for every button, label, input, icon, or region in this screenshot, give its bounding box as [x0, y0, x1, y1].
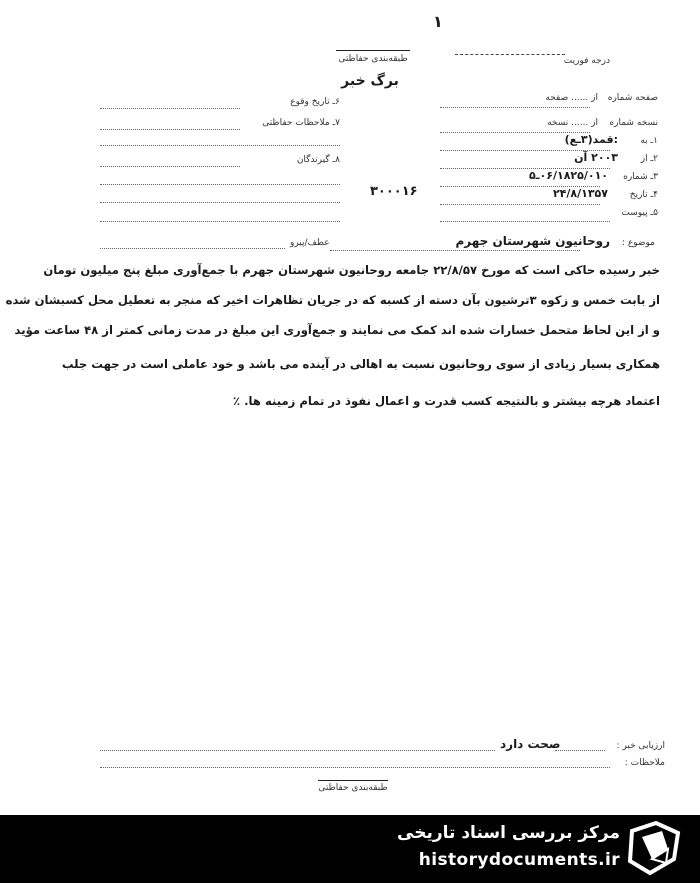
field-recipients-dots-2	[100, 184, 340, 185]
remarks-dots	[100, 767, 610, 768]
field-from-value: ۲۰۰۳ آن	[574, 151, 618, 164]
subject-label: موضوع :	[621, 238, 655, 248]
body-line-2: از بابت خمس و زکوه ۳ترشیون بآن دسته از کسبه که در جریان تظاهرات اخیر که منجر به تعطیل محل کسبشان شده	[5, 293, 660, 307]
field-occurrence-dots	[100, 108, 240, 109]
classification-top-rule	[336, 50, 410, 51]
field-copy-number-value: از ...... نسخه	[547, 118, 598, 128]
archive-logo-icon	[626, 819, 682, 877]
field-number-label: ۳ـ شماره	[623, 172, 658, 182]
field-from-label: ۲ـ از	[640, 154, 658, 164]
body-line-4: همکاری بسیار زیادی از سوی روحانیون نسبت به اهالی در آینده می باشد و خود عاملی است در جهت جلب	[61, 357, 660, 371]
footer-website: historydocuments.ir	[418, 850, 620, 870]
field-recipients-dots-3	[100, 202, 340, 203]
field-attachment-label: ۵ـ پیوست	[621, 208, 658, 218]
assessment-dots-right	[555, 750, 605, 751]
body-line-5: اعتماد هرچه بیشتر و بالنتیجه کسب قدرت و اعمال نفوذ در تمام زمینه ها. ٪	[233, 394, 660, 408]
field-date-label: ۴ـ تاریخ	[629, 190, 658, 200]
serial-number: ۳۰۰۰۱۶	[370, 184, 418, 199]
field-recipients-dots-4	[100, 221, 340, 222]
classification-top: طبقه‌بندی حفاظتی	[338, 54, 408, 64]
assessment-label: ارزیابی خبر :	[616, 741, 665, 751]
body-line-3: و از این لحاظ متحمل خسارات شده اند کمک می نمایند و جمع‌آوری این مبلغ در مدت زمانی کمتر از ۴۸ ساعت مؤید	[14, 323, 660, 337]
field-security-dots-2	[100, 145, 340, 146]
field-recipients-label: ۸ـ گیرندگان	[296, 155, 340, 165]
field-page-dots	[440, 107, 590, 108]
classification-bottom-rule	[318, 780, 388, 781]
reference-dots	[100, 248, 285, 249]
field-recipients-dots-1	[100, 166, 240, 167]
field-number-value: ۰۶/۱۸۲۵/۰۱۰ـ۵	[529, 169, 608, 182]
assessment-dots-left	[100, 750, 495, 751]
field-to-label: ۱ـ به	[640, 136, 658, 146]
field-date-dots	[440, 204, 600, 205]
field-date-value: ۲۴/۸/۱۳۵۷	[552, 187, 608, 200]
field-page-number-label: صفحه شماره	[607, 93, 658, 103]
field-to-value: :قمد(۳ـع)	[564, 133, 618, 146]
footer-org-name: مرکز بررسی اسناد تاریخی	[397, 823, 620, 843]
priority-rule	[455, 54, 565, 55]
field-occurrence-date-label: ۶ـ تاریخ وقوع	[290, 97, 340, 107]
page-number: ۱	[433, 12, 443, 31]
reference-label: عطف/پیرو	[290, 238, 330, 248]
field-page-number-value: از ...... صفحه	[545, 93, 598, 103]
subject-value: روحانیون شهرستان جهرم	[455, 234, 610, 248]
priority-label: درجه فوریت	[563, 56, 610, 66]
field-security-dots-1	[100, 129, 240, 130]
remarks-label: ملاحظات :	[624, 758, 665, 768]
subject-underline	[330, 250, 580, 251]
body-line-1: خبر رسیده حاکی است که مورخ ۲۲/۸/۵۷ جامعه روحانیون شهرستان جهرم با جمع‌آوری مبلغ پنج میلیون تومان	[43, 263, 660, 277]
field-copy-number-label: نسخه شماره	[609, 118, 658, 128]
field-attachment-dots	[440, 221, 610, 222]
classification-bottom: طبقه‌بندی حفاظتی	[318, 783, 388, 793]
form-title: برگ خبر	[341, 73, 399, 89]
field-security-notes-label: ۷ـ ملاحظات حفاظتی	[262, 118, 340, 128]
assessment-value: صحت دارد	[500, 737, 561, 751]
